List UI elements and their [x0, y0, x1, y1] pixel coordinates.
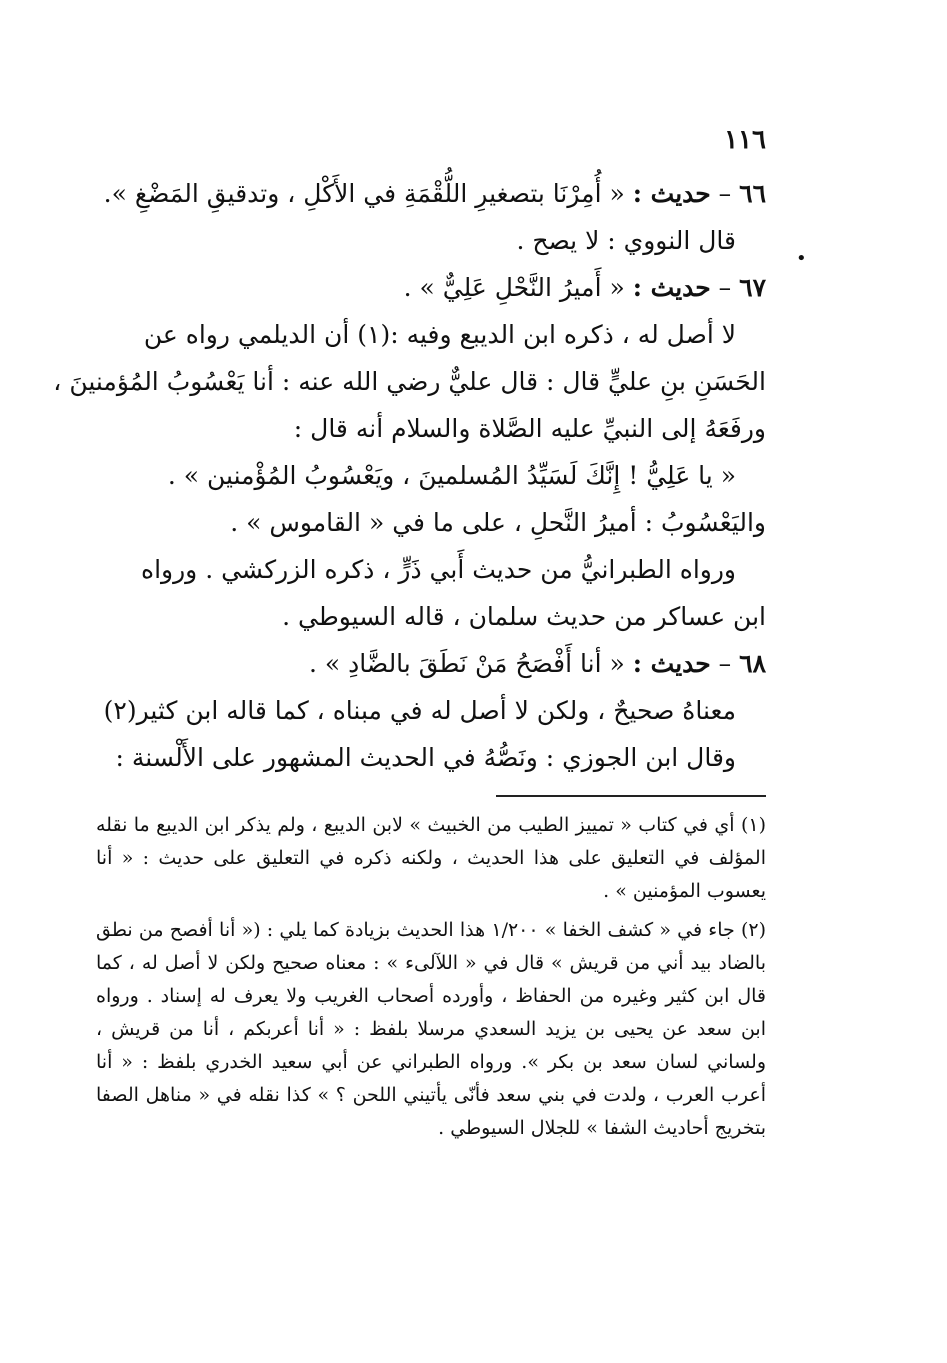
entry-heading: ٦٧ – حديث : « أَميرُ النَّحْلِ عَلِيٌّ » .: [403, 273, 766, 302]
hadith-entry-67: [53, 264, 766, 640]
commentary-line: معناهُ صحيحٌ ، ولكن لا أصل له في مبناه ، كما قاله ابن كثير(٢): [103, 696, 736, 725]
hadith-entry-68: [96, 640, 766, 781]
hadith-text: « أنا أَفْصَحُ مَنْ نَطَقَ بالضَّادِ » .: [309, 649, 625, 678]
commentary-line: لا أصل له ، ذكره ابن الديبع وفيه :(١) أن الديلمي رواه عن: [143, 320, 736, 349]
commentary-line: وقال ابن الجوزي : ونَصُّهُ في الحديث المشهور على الأَلْسنة :: [115, 743, 736, 772]
book-page: [53, 120, 766, 1151]
footnote-separator: [496, 795, 766, 797]
commentary-line: ورفَعَهُ إلى النبيِّ عليه الصَّلاة والسلام أنه قال :: [293, 414, 766, 443]
entry-label: حديث :: [632, 649, 711, 678]
commentary-line: ابن عساكر من حديث سلمان ، قاله السيوطي .: [282, 602, 766, 631]
entry-label: حديث :: [632, 179, 711, 208]
entry-label: حديث :: [632, 273, 711, 302]
commentary-line: واليَعْسُوبُ : أميرُ النَّحلِ ، على ما في « القاموس » .: [230, 508, 766, 537]
entry-heading: ٦٦ – حديث : « أُمِرْنَا بتصغيرِ اللُّقْمَةِ في الأَكْلِ ، وتدقيقِ المَضْغِ ».: [103, 179, 766, 208]
page-number: ١١٦: [724, 125, 766, 155]
entry-heading: ٦٨ – حديث : « أنا أَفْصَحُ مَنْ نَطَقَ بالضَّادِ » .: [309, 649, 766, 678]
quoted-hadith-line: « يا عَلِيُّ ! إِنَّكَ لَسَيِّدُ المُسلمينَ ، ويَعْسُوبُ المُؤْمنين » .: [167, 461, 736, 490]
commentary-line: قال النووي : لا يصح .: [516, 226, 736, 255]
commentary-line: الحَسَنِ بنِ عليٍّ قال : قال عليٌّ رضي الله عنه : أنا يَعْسُوبُ المُؤمنينَ ،: [53, 367, 766, 396]
stray-mark: •: [796, 248, 807, 269]
footnotes: [96, 809, 766, 1145]
hadith-entry-66: [96, 170, 766, 264]
hadith-text: « أُمِرْنَا بتصغيرِ اللُّقْمَةِ في الأَكْلِ ، وتدقيقِ المَضْغِ ».: [103, 179, 625, 208]
footnote-2: (٢) جاء في « كشف الخفا » ١/٢٠٠ هذا الحديث بزيادة كما يلي : (« أنا أفصح من نطق بالضاد بيد أني من قريش » قال في « اللآلىء » : معناه صحيح ولكن لا أصل له ، كما قال ابن كثير وغيره من الحفاظ ، وأورده أصحاب الغريب ولا يعرف له إسناد . ورواه ابن سعد عن يحيى بن يزيد السعدي مرسلا بلفظ : « أنا أعربكم ، أنا من قريش ، ولساني لسان سعد بن بكر ». ورواه الطبراني عن أبي سعيد الخدري بلفظ : « أنا أعرب العرب ، ولدت في بني سعد فأنّى يأتيني اللحن ؟ » كذا نقله في « مناهل الصفا بتخريج أحاديث الشفا » للجلال السيوطي .: [96, 919, 766, 1139]
entry-number: ٦٨: [739, 649, 766, 678]
hadith-text: « أَميرُ النَّحْلِ عَلِيٌّ » .: [403, 273, 625, 302]
entry-number: ٦٧: [739, 273, 766, 302]
entry-number: ٦٦: [739, 179, 766, 208]
commentary-line: ورواه الطبرانيُّ من حديث أَبي ذَرٍّ ، ذكره الزركشي . ورواه: [140, 555, 736, 584]
footnote-1: (١) أي في كتاب « تمييز الطيب من الخبيث » لابن الديبع ، ولم يذكر ابن الديبع ما نقله المؤلف في التعليق على هذا الحديث ، ولكنه ذكره في التعليق على حديث : « أنا يعسوب المؤمنين » .: [96, 814, 766, 902]
